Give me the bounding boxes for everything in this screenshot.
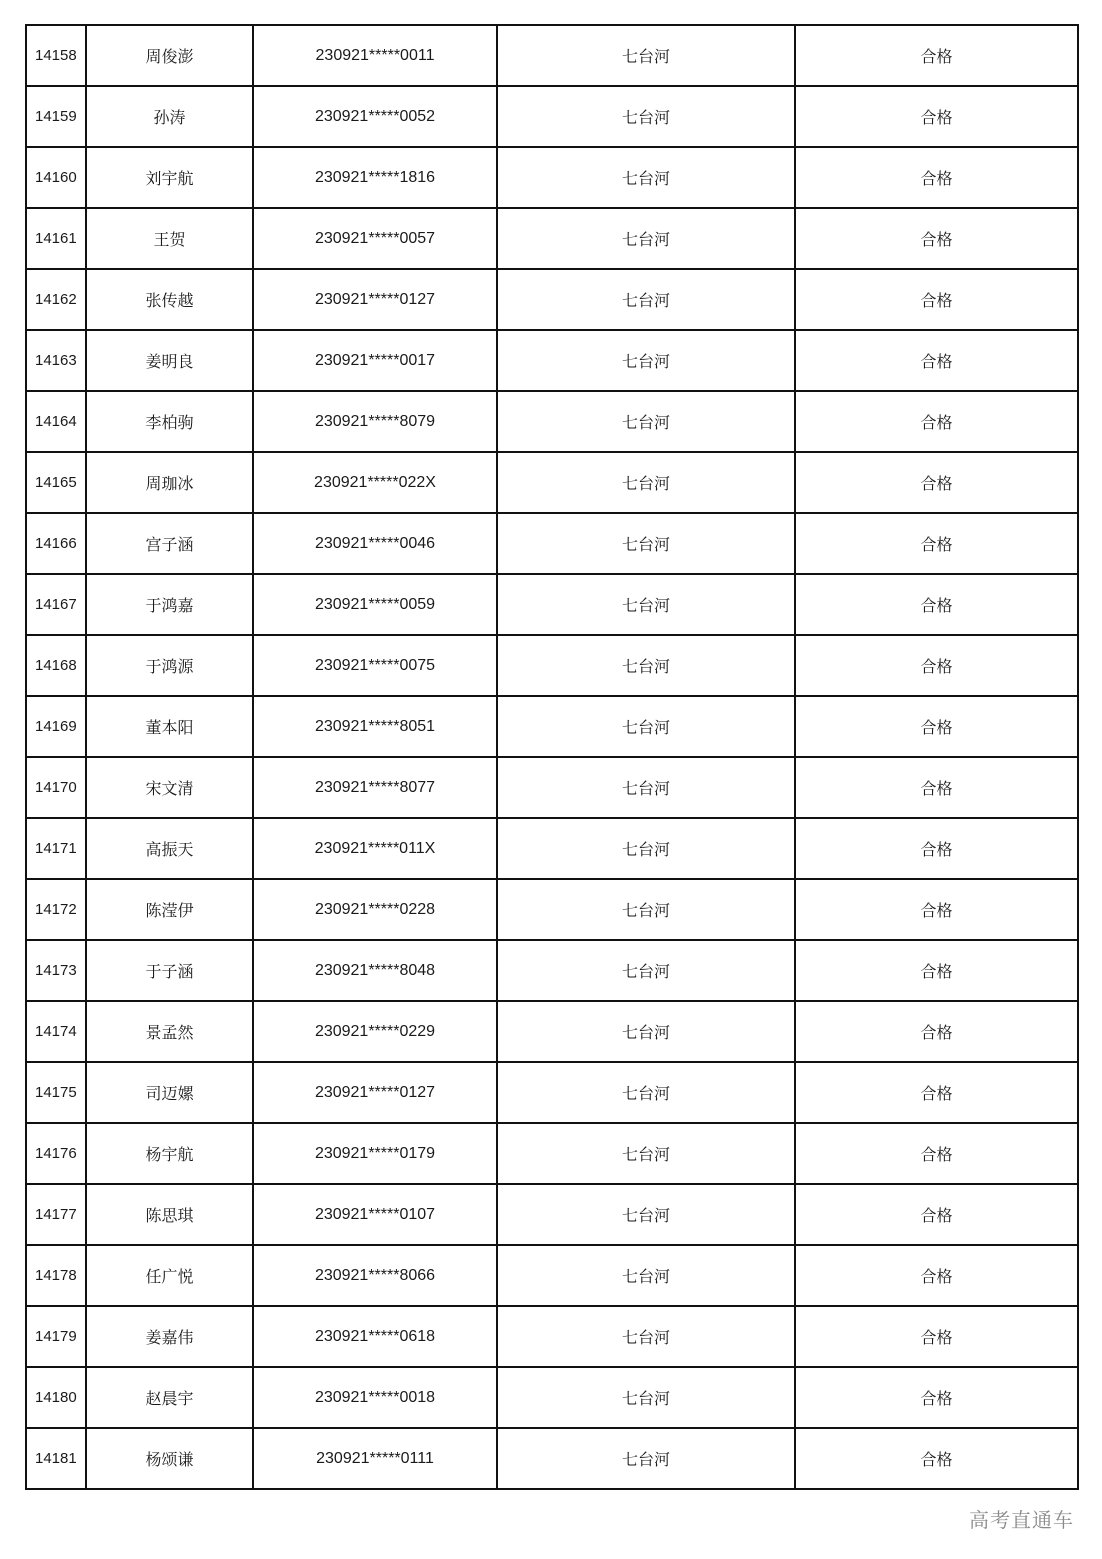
result-cell: 合格 [795,1062,1078,1123]
exam-site-cell: 七台河 [497,574,795,635]
exam-site-cell: 七台河 [497,1001,795,1062]
table-row [26,1245,1078,1306]
name-cell: 于鸿嘉 [86,574,253,635]
exam-site-cell: 七台河 [497,940,795,1001]
id-number-cell: 230921*****8048 [253,940,497,1001]
result-cell: 合格 [795,1306,1078,1367]
table-row [26,1001,1078,1062]
exam-site-cell: 七台河 [497,330,795,391]
id-number-cell: 230921*****0075 [253,635,497,696]
id-number-cell: 230921*****011X [253,818,497,879]
name-cell: 于鸿源 [86,635,253,696]
table-row [26,1123,1078,1184]
name-cell: 景孟然 [86,1001,253,1062]
table-row [26,635,1078,696]
exam-site-cell: 七台河 [497,1123,795,1184]
id-number-cell: 230921*****0618 [253,1306,497,1367]
result-cell: 合格 [795,1184,1078,1245]
watermark-text: 高考直通车 [969,1508,1074,1532]
exam-site-cell: 七台河 [497,269,795,330]
name-cell: 于子涵 [86,940,253,1001]
exam-site-cell: 七台河 [497,1367,795,1428]
result-cell: 合格 [795,757,1078,818]
exam-site-cell: 七台河 [497,1428,795,1489]
table-row [26,330,1078,391]
row-number-cell: 14171 [26,818,86,879]
result-cell: 合格 [795,25,1078,86]
table-row [26,879,1078,940]
table-row [26,1428,1078,1489]
id-number-cell: 230921*****8079 [253,391,497,452]
id-number-cell: 230921*****1816 [253,147,497,208]
name-cell: 杨宇航 [86,1123,253,1184]
id-number-cell: 230921*****0057 [253,208,497,269]
id-number-cell: 230921*****0127 [253,269,497,330]
row-number-cell: 14177 [26,1184,86,1245]
row-number-cell: 14173 [26,940,86,1001]
row-number-cell: 14158 [26,25,86,86]
exam-site-cell: 七台河 [497,757,795,818]
id-number-cell: 230921*****8077 [253,757,497,818]
id-number-cell: 230921*****0107 [253,1184,497,1245]
exam-site-cell: 七台河 [497,208,795,269]
result-cell: 合格 [795,208,1078,269]
id-number-cell: 230921*****0011 [253,25,497,86]
result-cell: 合格 [795,818,1078,879]
exam-site-cell: 七台河 [497,879,795,940]
exam-site-cell: 七台河 [497,391,795,452]
exam-site-cell: 七台河 [497,86,795,147]
row-number-cell: 14174 [26,1001,86,1062]
table-row [26,1062,1078,1123]
name-cell: 刘宇航 [86,147,253,208]
name-cell: 周珈冰 [86,452,253,513]
result-cell: 合格 [795,1001,1078,1062]
row-number-cell: 14180 [26,1367,86,1428]
exam-site-cell: 七台河 [497,1306,795,1367]
row-number-cell: 14160 [26,147,86,208]
exam-site-cell: 七台河 [497,818,795,879]
name-cell: 董本阳 [86,696,253,757]
result-cell: 合格 [795,513,1078,574]
id-number-cell: 230921*****0228 [253,879,497,940]
name-cell: 张传越 [86,269,253,330]
results-table [25,24,1079,1490]
row-number-cell: 14163 [26,330,86,391]
name-cell: 任广悦 [86,1245,253,1306]
id-number-cell: 230921*****0179 [253,1123,497,1184]
exam-site-cell: 七台河 [497,1245,795,1306]
name-cell: 宫子涵 [86,513,253,574]
id-number-cell: 230921*****0052 [253,86,497,147]
table-row [26,940,1078,1001]
result-cell: 合格 [795,940,1078,1001]
name-cell: 姜明良 [86,330,253,391]
row-number-cell: 14175 [26,1062,86,1123]
name-cell: 司迈嫘 [86,1062,253,1123]
table-row [26,86,1078,147]
id-number-cell: 230921*****0018 [253,1367,497,1428]
id-number-cell: 230921*****022X [253,452,497,513]
exam-site-cell: 七台河 [497,1184,795,1245]
result-cell: 合格 [795,147,1078,208]
name-cell: 周俊澎 [86,25,253,86]
result-cell: 合格 [795,635,1078,696]
id-number-cell: 230921*****0111 [253,1428,497,1489]
table-row [26,25,1078,86]
row-number-cell: 14168 [26,635,86,696]
row-number-cell: 14167 [26,574,86,635]
table-row [26,757,1078,818]
name-cell: 孙涛 [86,86,253,147]
result-cell: 合格 [795,696,1078,757]
exam-site-cell: 七台河 [497,452,795,513]
row-number-cell: 14159 [26,86,86,147]
table-row [26,1367,1078,1428]
name-cell: 赵晨宇 [86,1367,253,1428]
result-cell: 合格 [795,1428,1078,1489]
id-number-cell: 230921*****8051 [253,696,497,757]
row-number-cell: 14164 [26,391,86,452]
result-cell: 合格 [795,391,1078,452]
row-number-cell: 14176 [26,1123,86,1184]
document-page [25,24,1077,1490]
id-number-cell: 230921*****0127 [253,1062,497,1123]
exam-site-cell: 七台河 [497,635,795,696]
table-row [26,1184,1078,1245]
name-cell: 陈思琪 [86,1184,253,1245]
table-row [26,818,1078,879]
id-number-cell: 230921*****0017 [253,330,497,391]
row-number-cell: 14172 [26,879,86,940]
table-row [26,391,1078,452]
id-number-cell: 230921*****0059 [253,574,497,635]
row-number-cell: 14165 [26,452,86,513]
name-cell: 陈滢伊 [86,879,253,940]
exam-site-cell: 七台河 [497,25,795,86]
exam-site-cell: 七台河 [497,696,795,757]
exam-site-cell: 七台河 [497,513,795,574]
name-cell: 李柏驹 [86,391,253,452]
result-cell: 合格 [795,86,1078,147]
result-cell: 合格 [795,574,1078,635]
row-number-cell: 14166 [26,513,86,574]
result-cell: 合格 [795,1245,1078,1306]
name-cell: 姜嘉伟 [86,1306,253,1367]
row-number-cell: 14169 [26,696,86,757]
name-cell: 王贺 [86,208,253,269]
result-cell: 合格 [795,1123,1078,1184]
row-number-cell: 14181 [26,1428,86,1489]
table-row [26,452,1078,513]
result-cell: 合格 [795,1367,1078,1428]
row-number-cell: 14170 [26,757,86,818]
id-number-cell: 230921*****0046 [253,513,497,574]
table-row [26,513,1078,574]
row-number-cell: 14178 [26,1245,86,1306]
id-number-cell: 230921*****0229 [253,1001,497,1062]
table-row [26,147,1078,208]
row-number-cell: 14161 [26,208,86,269]
exam-site-cell: 七台河 [497,1062,795,1123]
result-cell: 合格 [795,330,1078,391]
result-cell: 合格 [795,879,1078,940]
result-cell: 合格 [795,452,1078,513]
table-row [26,696,1078,757]
name-cell: 杨颂谦 [86,1428,253,1489]
row-number-cell: 14179 [26,1306,86,1367]
table-row [26,1306,1078,1367]
name-cell: 宋文清 [86,757,253,818]
name-cell: 高振天 [86,818,253,879]
table-row [26,208,1078,269]
id-number-cell: 230921*****8066 [253,1245,497,1306]
results-table-body [26,25,1078,1489]
table-row [26,574,1078,635]
exam-site-cell: 七台河 [497,147,795,208]
result-cell: 合格 [795,269,1078,330]
row-number-cell: 14162 [26,269,86,330]
table-row [26,269,1078,330]
